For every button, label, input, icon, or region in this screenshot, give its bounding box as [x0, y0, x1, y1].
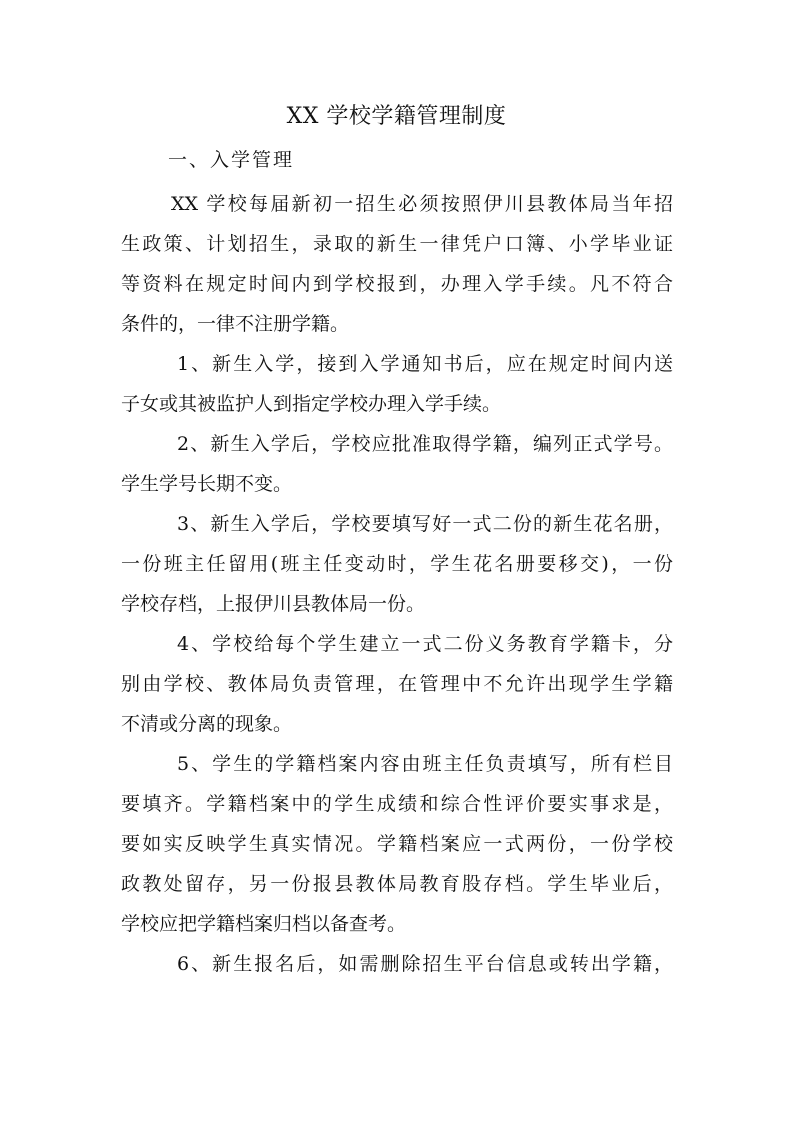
- paragraph-line: 1、新生入学，接到入学通知书后，应在规定时间内送: [177, 353, 673, 375]
- paragraph: [121, 744, 673, 944]
- paragraph: [121, 344, 673, 424]
- paragraph-line: 别由学校、教体局负责管理，在管理中不允许出现学生学籍: [121, 673, 673, 695]
- paragraph: [121, 184, 673, 344]
- document-body: [121, 184, 673, 984]
- paragraph-line: 不清或分离的现象。: [121, 713, 293, 735]
- paragraph-line: 学生学号长期不变。: [121, 473, 293, 495]
- paragraph: [121, 504, 673, 624]
- paragraph-line: 要填齐。学籍档案中的学生成绩和综合性评价要实事求是，: [121, 793, 673, 815]
- paragraph-line: 等资料在规定时间内到学校报到，办理入学手续。凡不符合: [121, 273, 673, 295]
- paragraph: [121, 624, 673, 744]
- paragraph-line: 6、新生报名后，如需删除招生平台信息或转出学籍，: [177, 953, 673, 975]
- paragraph-line: 5、学生的学籍档案内容由班主任负责填写，所有栏目: [177, 753, 673, 775]
- paragraph-line: XX 学校每届新初一招生必须按照伊川县教体局当年招: [171, 193, 673, 215]
- document-title: XX 学校学籍管理制度: [286, 104, 507, 129]
- section-heading: 一、入学管理: [168, 149, 295, 171]
- paragraph: [121, 944, 673, 984]
- paragraph-line: 条件的，一律不注册学籍。: [121, 313, 350, 335]
- paragraph-line: 2、新生入学后，学校应批准取得学籍，编列正式学号。: [177, 433, 673, 455]
- paragraph-line: 3、新生入学后，学校要填写好一式二份的新生花名册，: [177, 513, 673, 535]
- paragraph-line: 子女或其被监护人到指定学校办理入学手续。: [121, 393, 502, 415]
- paragraph-line: 一份班主任留用(班主任变动时，学生花名册要移交)，一份: [121, 553, 673, 575]
- paragraph-line: 要如实反映学生真实情况。学籍档案应一式两份，一份学校: [121, 833, 673, 855]
- paragraph-line: 学校存档，上报伊川县教体局一份。: [121, 593, 426, 615]
- paragraph-line: 学校应把学籍档案归档以备查考。: [121, 913, 407, 935]
- paragraph: [121, 424, 673, 504]
- paragraph-line: 政教处留存，另一份报县教体局教育股存档。学生毕业后，: [121, 873, 673, 895]
- paragraph-line: 生政策、计划招生，录取的新生一律凭户口簿、小学毕业证: [121, 233, 673, 255]
- paragraph-line: 4、学校给每个学生建立一式二份义务教育学籍卡，分: [177, 633, 673, 655]
